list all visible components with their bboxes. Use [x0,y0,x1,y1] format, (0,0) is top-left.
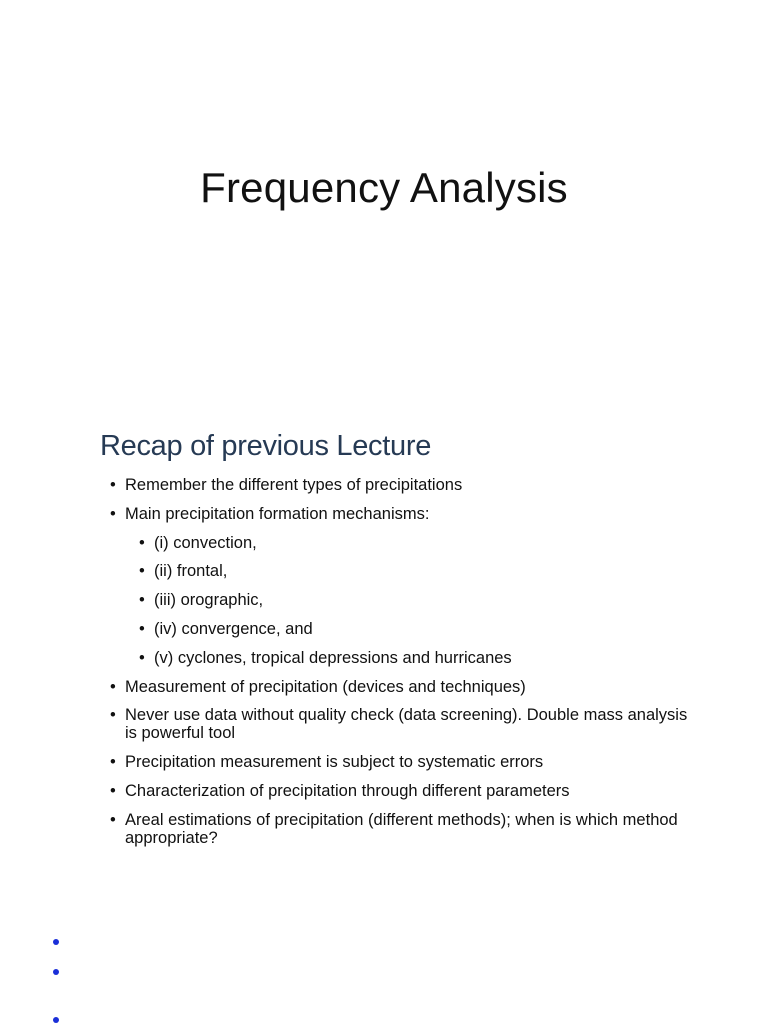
bullet-item: • Remember the different types of precipitations [108,476,688,494]
bullet-item: • Characterization of precipitation through different parameters [108,782,688,800]
bullet-item: • Measurement of precipitation (devices and techniques) [108,678,688,696]
sub-bullet-item: • (v) cyclones, tropical depressions and hurricanes [137,649,688,667]
sub-bullet-item: • (ii) frontal, [137,562,688,580]
sub-bullet-item: • (iv) convergence, and [137,620,688,638]
sub-bullet-item: • (iii) orographic, [137,591,688,609]
sub-bullet-item: • (i) convection, [137,534,688,552]
bullet-item: • Precipitation measurement is subject to systematic errors [108,753,688,771]
bullet-item: • Never use data without quality check (data screening). Double mass analysis is powerful tool [108,706,688,742]
recap-heading: Recap of previous Lecture [100,430,432,462]
bullet-item: • Areal estimations of precipitation (different methods); when is which method appropriate? [108,811,688,847]
stray-bullet-dot [53,939,59,945]
recap-bullet-list [108,476,688,858]
slide-title: Frequency Analysis [200,164,568,211]
stray-bullet-dot [53,969,59,975]
stray-bullet-dot [53,1017,59,1023]
bullet-item: • Main precipitation formation mechanisms: [108,505,688,523]
